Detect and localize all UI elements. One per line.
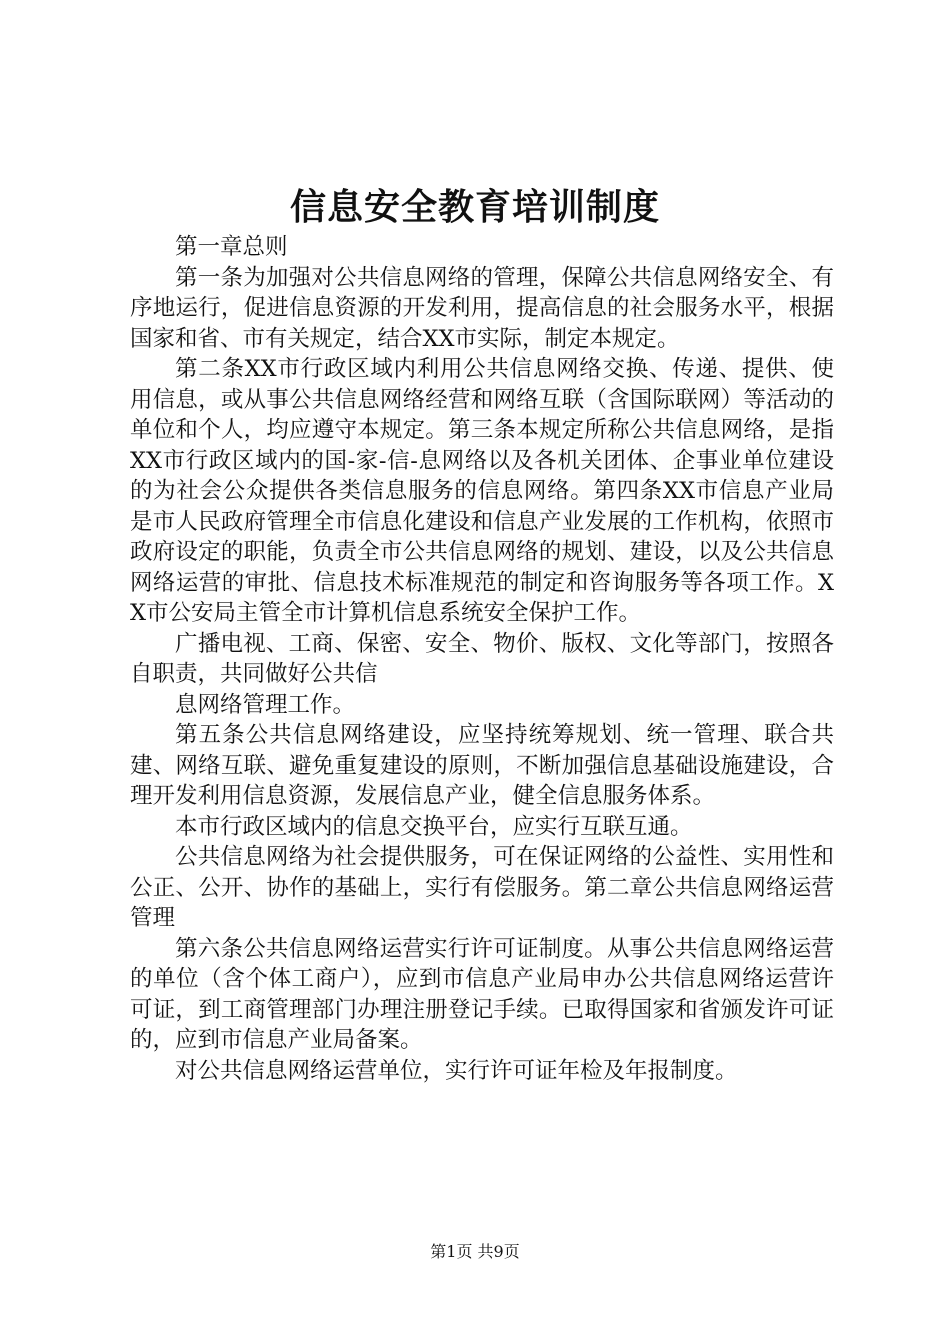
paragraph-article-2-4: 第二条XX市行政区域内利用公共信息网络交换、传递、提供、使用信息，或从事公共信息网络经营和网络互联（含国际联网）等活动的单位和个人，均应遵守本规定。第三条本规定所称公共信息网络，是指XX市行政区域内的国-家-信-息网络以及各机关团体、企事业单位建设的为社会公众提供各类信息服务的信息网络。第四条XX市信息产业局是市人民政府管理全市信息化建设和信息产业发展的工作机构，依照市政府设定的职能，负责全市公共信息网络的规划、建设，以及公共信息网络运营的审批、信息技术标准规范的制定和咨询服务等各项工作。XX市公安局主管全市计算机信息系统安全保护工作。: [130, 356, 834, 626]
document-title: 信息安全教育培训制度: [289, 186, 660, 228]
page-number-footer: 第1页 共9页: [430, 1242, 520, 1261]
paragraph-article-6: 第六条公共信息网络运营实行许可证制度。从事公共信息网络运营的单位（含个体工商户），应到市信息产业局申办公共信息网络运营许可证，到工商管理部门办理注册登记手续。已取得国家和省颁发许可证的，应到市信息产业局备案。: [130, 935, 834, 1053]
paragraph-chapter-1: 第一章总则: [175, 234, 288, 260]
paragraph-annual-inspection: 对公共信息网络运营单位，实行许可证年检及年报制度。: [175, 1057, 738, 1084]
paragraph-exchange-platform: 本市行政区域内的信息交换平台，应实行互联互通。: [175, 813, 693, 840]
document-body: [130, 232, 834, 1086]
paragraph-departments-cont: 息网络管理工作。: [175, 691, 356, 718]
paragraph-paid-service: 公共信息网络为社会提供服务，可在保证网络的公益性、实用性和公正、公开、协作的基础上，实行有偿服务。第二章公共信息网络运营管理: [130, 844, 834, 931]
paragraph-article-5: 第五条公共信息网络建设，应坚持统筹规划、统一管理、联合共建、网络互联、避免重复建设的原则，不断加强信息基础设施建设，合理开发利用信息资源，发展信息产业，健全信息服务体系。: [130, 722, 834, 809]
paragraph-article-1: 第一条为加强对公共信息网络的管理，保障公共信息网络安全、有序地运行，促进信息资源的开发利用，提高信息的社会服务水平，根据国家和省、市有关规定，结合XX市实际，制定本规定。: [130, 264, 834, 352]
paragraph-departments: 广播电视、工商、保密、安全、物价、版权、文化等部门，按照各自职责，共同做好公共信: [130, 630, 834, 687]
